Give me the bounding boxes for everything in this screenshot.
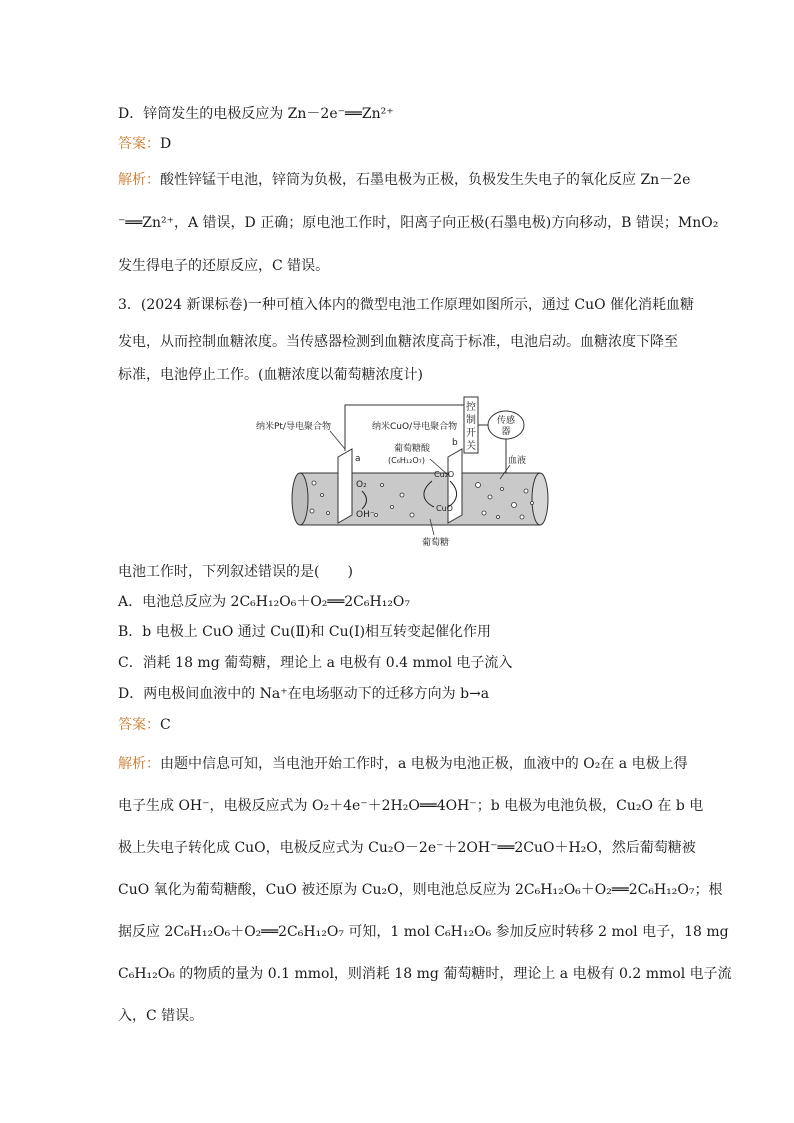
analysis-2-line-3: 极上失电子转化成 CuO，电极反应式为 Cu₂O－2e⁻＋2OH⁻══2CuO＋H₂O，然后葡萄糖被 bbox=[118, 840, 696, 856]
answer-label: 答案： bbox=[118, 136, 160, 152]
electrode-a-letter: a bbox=[355, 454, 361, 464]
analysis-2-line-5: 据反应 2C₆H₁₂O₆＋O₂══2C₆H₁₂O₇ 可知，1 mol C₆H₁₂O₆ 参加反应时转移 2 mol 电子，18 mg bbox=[118, 924, 729, 940]
gluconic-acid-formula: (C₆H₁₂O₇) bbox=[388, 456, 425, 465]
analysis-label: 解析： bbox=[118, 172, 160, 188]
option-a: A．电池总反应为 2C₆H₁₂O₆＋O₂══2C₆H₁₂O₇ bbox=[118, 594, 411, 610]
question-stem: 电池工作时，下列叙述错误的是( ) bbox=[118, 564, 353, 580]
cuo-label: CuO bbox=[436, 504, 453, 513]
electrode-a-label: 纳米Pt/导电聚合物 bbox=[256, 422, 331, 432]
analysis-text: 酸性锌锰干电池，锌筒为负极，石墨电极为正极，负极发生失电子的氧化反应 Zn－2e bbox=[160, 172, 691, 188]
answer-value: C bbox=[160, 717, 171, 733]
sensor-label: 传感 bbox=[496, 416, 516, 426]
blood-vessel bbox=[300, 473, 540, 525]
vessel-end-right bbox=[532, 473, 548, 525]
analysis-1-line-3: 发生得电子的还原反应，C 错误。 bbox=[118, 258, 330, 274]
question-3-line-3: 标准，电池停止工作。(血糖浓度以葡萄糖浓度计) bbox=[118, 367, 423, 383]
option-d: D．两电极间血液中的 Na⁺在电场驱动下的迁移方向为 b→a bbox=[118, 686, 490, 702]
control-switch-char: 开 bbox=[466, 428, 476, 439]
analysis-2-line-7: 入，C 错误。 bbox=[118, 1008, 204, 1024]
option-c: C．消耗 18 mg 葡萄糖，理论上 a 电极有 0.4 mmol 电子流入 bbox=[118, 655, 513, 671]
electrode-a bbox=[338, 449, 352, 523]
analysis-2-line-6: C₆H₁₂O₆ 的物质的量为 0.1 mmol，则消耗 18 mg 葡萄糖时，理论上 a 电极有 0.2 mmol 电子流 bbox=[118, 966, 732, 982]
glucose-label: 葡萄糖 bbox=[422, 538, 450, 548]
analysis-2-line-2: 电子生成 OH⁻，电极反应式为 O₂＋4e⁻＋2H₂O══4OH⁻；b 电极为电池负极，Cu₂O 在 b 电 bbox=[118, 798, 704, 814]
o2-label: O₂ bbox=[356, 480, 367, 490]
electrode-b-letter: b bbox=[452, 438, 458, 448]
answer-label: 答案： bbox=[118, 717, 160, 733]
battery-diagram bbox=[252, 395, 552, 553]
blood-label: 血液 bbox=[508, 456, 527, 466]
electrode-b-label: 纳米CuO/导电聚合物 bbox=[372, 422, 458, 432]
option-d-prev: D．锌筒发生的电极反应为 Zn－2e⁻══Zn²⁺ bbox=[118, 106, 394, 122]
answer-1 bbox=[118, 134, 171, 154]
control-switch-char: 制 bbox=[466, 415, 476, 426]
answer-2 bbox=[118, 715, 171, 735]
vessel-end-left bbox=[292, 473, 308, 525]
answer-value: D bbox=[160, 136, 172, 152]
gluconic-acid-label: 葡萄糖酸 bbox=[394, 444, 431, 454]
analysis-1-line-2: ⁻══Zn²⁺，A 错误，D 正确；原电池工作时，阳离子向正极(石墨电极)方向移动，B 错误；MnO₂ bbox=[118, 215, 719, 231]
control-switch-char: 控 bbox=[466, 402, 476, 413]
analysis-2-line-1 bbox=[118, 754, 688, 774]
cu2o-label: Cu₂O bbox=[434, 470, 455, 479]
analysis-text: 由题中信息可知，当电池开始工作时，a 电极为电池正极，血液中的 O₂在 a 电极上得 bbox=[160, 756, 688, 772]
oh-label: OH⁻ bbox=[356, 510, 375, 520]
control-switch-char: 关 bbox=[466, 441, 476, 452]
question-3-line-2: 发电，从而控制血糖浓度。当传感器检测到血糖浓度高于标准，电池启动。血糖浓度下降至 bbox=[118, 334, 678, 350]
sensor-label: 器 bbox=[501, 427, 511, 437]
analysis-label: 解析： bbox=[118, 756, 160, 772]
question-3-line-1: 3．(2024 新课标卷)一种可植入体内的微型电池工作原理如图所示，通过 CuO 催化消耗血糖 bbox=[118, 297, 695, 313]
option-b: B．b 电极上 CuO 通过 Cu(Ⅱ)和 Cu(Ⅰ)相互转变起催化作用 bbox=[118, 624, 492, 640]
analysis-2-line-4: CuO 氧化为葡萄糖酸，CuO 被还原为 Cu₂O，则电池总反应为 2C₆H₁₂O₆＋O₂══2C₆H₁₂O₇；根 bbox=[118, 882, 723, 898]
analysis-1-line-1 bbox=[118, 170, 690, 190]
